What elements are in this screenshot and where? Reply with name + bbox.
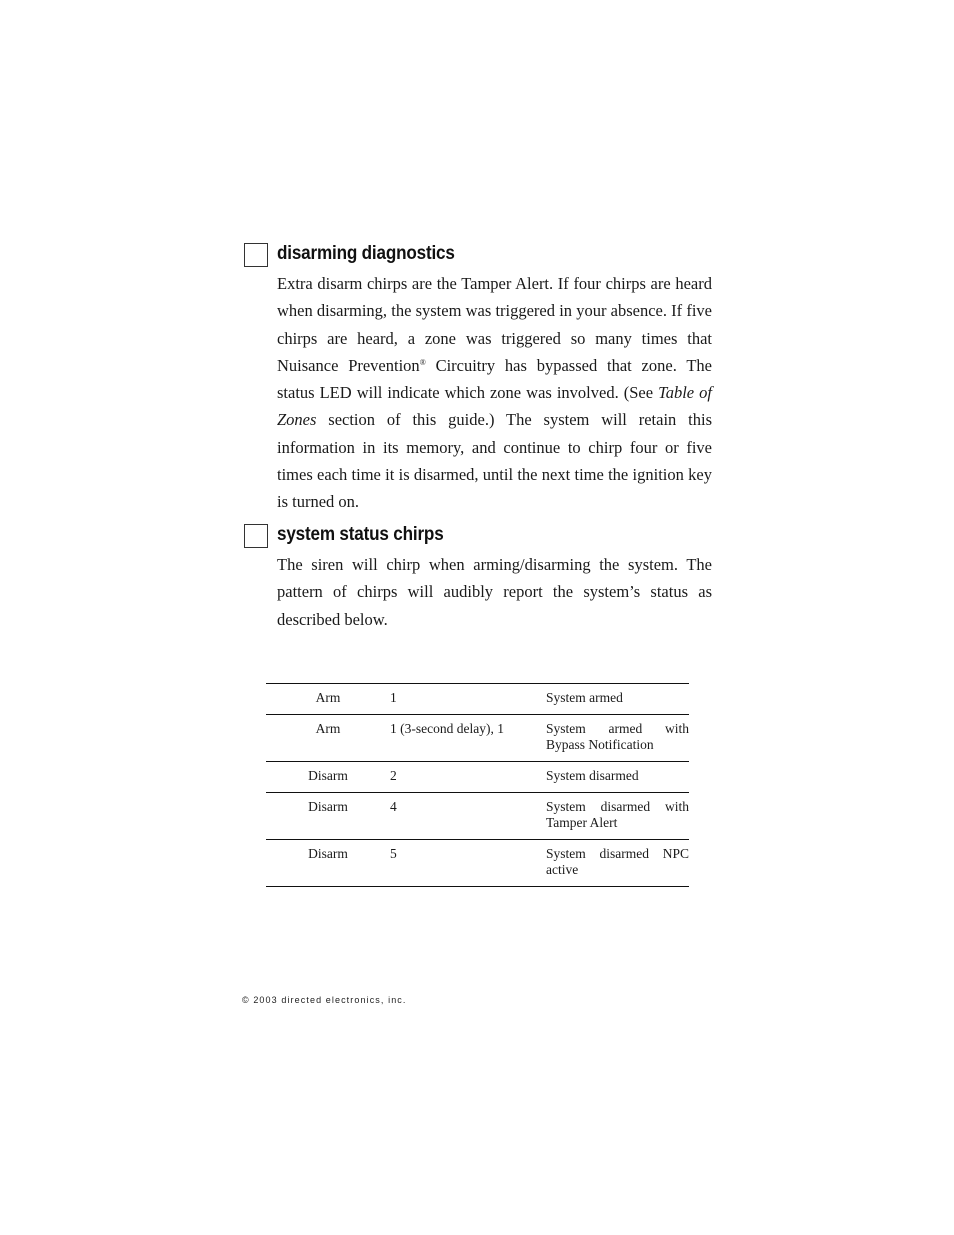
section-paragraph: The siren will chirp when arming/disarming the system. The pattern of chirps will audibly report the system’s status as described below. (277, 555, 712, 629)
table-row (266, 793, 689, 840)
cell-status: System armed (546, 690, 623, 705)
copyright-footer: © 2003 directed electronics, inc. (242, 995, 407, 1005)
paragraph-text: Circuitry has bypassed that zone. The status LED will indicate which zone was involved. (See (277, 355, 712, 403)
paragraph-text: Extra disarm chirps are the Tamper Alert. If four chirps are heard when disarming, the system was triggered in your absence. If five chirps are heard, a zone was triggered so many times that Nuisance Prevention (277, 274, 712, 375)
cell-status: System disarmed with Tamper Alert (546, 799, 689, 830)
section-heading: system status chirps (277, 524, 444, 545)
cell-chirps: 5 (390, 846, 397, 861)
cell-chirps: 2 (390, 768, 397, 783)
cell-status: System armed with Bypass Notification (546, 721, 689, 752)
table-row (266, 684, 689, 715)
cell-status: System disarmed (546, 768, 639, 783)
cell-action: Arm (315, 690, 341, 705)
checkbox-icon (244, 243, 268, 267)
cell-action: Arm (315, 721, 341, 736)
cell-action: Disarm (308, 799, 348, 814)
section-paragraph (277, 270, 712, 516)
cell-action: Disarm (308, 768, 348, 783)
section-disarming-diagnostics (244, 241, 714, 516)
section-system-status-chirps (244, 522, 714, 633)
table-row (266, 840, 689, 887)
cell-action: Disarm (308, 846, 348, 861)
cell-chirps: 4 (390, 799, 397, 814)
paragraph-text: section of this guide.) The system will retain this information in its memory, and continue to chirp four or five times each time it is disarmed, until the next time the ignition key is turned on. (277, 410, 712, 512)
cell-chirps: 1 (390, 690, 397, 705)
chirp-status-table (266, 683, 689, 887)
checkbox-icon (244, 524, 268, 548)
cell-status: System disarmed NPC active (546, 846, 689, 877)
table-row (266, 715, 689, 762)
registered-mark: ® (419, 357, 426, 367)
table-row (266, 762, 689, 793)
italic-reference: Table of Zones (277, 383, 712, 430)
cell-chirps: 1 (3-second delay), 1 (390, 721, 504, 736)
section-heading: disarming diagnostics (277, 243, 455, 264)
